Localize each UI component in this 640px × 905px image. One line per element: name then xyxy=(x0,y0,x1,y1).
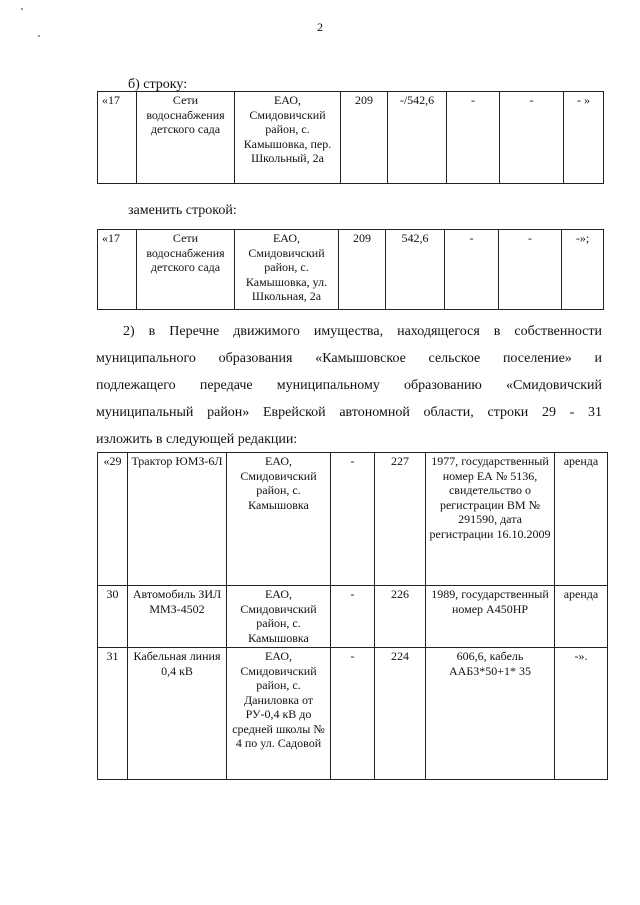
cell-name: Кабельная линия 0,4 кВ xyxy=(128,648,227,780)
cell-details: 1989, государственный номер А450НР xyxy=(426,586,555,648)
cell-details: 606,6, кабель ААБ3*50+1* 35 xyxy=(426,648,555,780)
table-old-row xyxy=(97,91,604,184)
cell-num: 31 xyxy=(98,648,128,780)
table-row xyxy=(98,586,608,648)
cell-col8: -»; xyxy=(562,230,604,310)
cell-address: ЕАО, Смидовичский район, с. Даниловка от РУ-0,4 кВ до средней школы № 4 по ул. Садовой xyxy=(227,648,331,780)
cell-status: аренда xyxy=(555,586,608,648)
cell-name: Сети водоснабжения детского сада xyxy=(137,230,235,310)
cell-col5: 226 xyxy=(375,586,426,648)
cell-num: «17 xyxy=(98,92,137,184)
paragraph-line: подлежащего передаче муниципальному образованию «Смидовичский xyxy=(96,378,602,393)
cell-address: ЕАО, Смидовичский район, с. Камышовка, ул. Школьная, 2а xyxy=(235,230,339,310)
cell-num: «17 xyxy=(98,230,137,310)
replace-with-label: заменить строкой: xyxy=(128,203,237,218)
cell-col4: - xyxy=(331,648,375,780)
table-row xyxy=(98,92,604,184)
table-row xyxy=(98,230,604,310)
cell-address: ЕАО, Смидовичский район, с. Камышовка xyxy=(227,453,331,586)
scan-speck xyxy=(21,8,23,10)
table-row xyxy=(98,648,608,780)
cell-col4: - xyxy=(331,586,375,648)
cell-details: 1977, государственный номер ЕА № 5136, свидетельство о регистрации ВМ № 291590, дата регистрации 16.10.2009 xyxy=(426,453,555,586)
table-row xyxy=(98,453,608,586)
table-movable-property xyxy=(97,452,608,780)
cell-name: Сети водоснабжения детского сада xyxy=(137,92,235,184)
cell-col4: - xyxy=(331,453,375,586)
cell-col5: 224 xyxy=(375,648,426,780)
clause-b-label: б) строку: xyxy=(128,77,188,92)
cell-col5: 227 xyxy=(375,453,426,586)
cell-col5: -/542,6 xyxy=(388,92,447,184)
cell-num: «29 xyxy=(98,453,128,586)
cell-col7: - xyxy=(499,230,562,310)
page-number: 2 xyxy=(317,20,323,34)
paragraph-line: изложить в следующей редакции: xyxy=(96,432,298,447)
table-new-row xyxy=(97,229,604,310)
paragraph-line: муниципальный район» Еврейской автономной области, строки 29 - 31 xyxy=(96,405,602,420)
cell-address: ЕАО, Смидовичский район, с. Камышовка xyxy=(227,586,331,648)
cell-col8: - » xyxy=(564,92,604,184)
cell-col5: 542,6 xyxy=(386,230,445,310)
cell-name: Автомобиль ЗИЛ ММЗ-4502 xyxy=(128,586,227,648)
cell-col7: - xyxy=(500,92,564,184)
cell-address: ЕАО, Смидовичский район, с. Камышовка, пер. Школьный, 2а xyxy=(235,92,341,184)
scan-speck xyxy=(38,35,40,37)
cell-col6: - xyxy=(445,230,499,310)
cell-col4: 209 xyxy=(341,92,388,184)
cell-status: -». xyxy=(555,648,608,780)
paragraph-line: муниципального образования «Камышовское сельское поселение» и xyxy=(96,351,602,366)
cell-col4: 209 xyxy=(339,230,386,310)
cell-name: Трактор ЮМЗ-6Л xyxy=(128,453,227,586)
paragraph-line: 2) в Перечне движимого имущества, находящегося в собственности xyxy=(123,324,602,339)
cell-num: 30 xyxy=(98,586,128,648)
cell-status: аренда xyxy=(555,453,608,586)
paragraph-2 xyxy=(96,318,602,453)
cell-col6: - xyxy=(447,92,500,184)
